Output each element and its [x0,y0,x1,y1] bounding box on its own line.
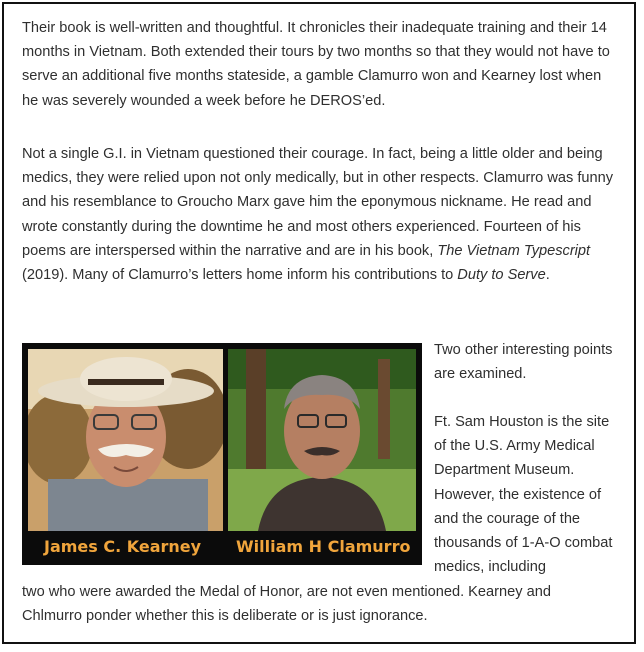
paragraph-medal-line-1: two who were awarded the Medal of Honor, are not even mentioned. Kearney and [22,584,551,600]
side-paragraph-points: Two other interesting points are examined. [434,342,613,383]
caption-clamurro: William H Clamurro [236,537,411,556]
paragraph-courage-text: Not a single G.I. in Vietnam questioned their courage. In fact, being a little older and being medics, they were relied upon not only medically, but in other respects. Clamurro was funny and his resemblance to Groucho Marx gave him the eponymous nickname. He read and wrote constantly during the downtime he and most others experienced. Fourteen of his poems are interspersed within the narrative and are in his book, [22,146,614,259]
caption-kearney: James C. Kearney [44,537,202,556]
portrait-kearney [28,349,223,531]
paragraph-courage [22,142,618,287]
side-paragraph-museum: Ft. Sam Houston is the site of the U.S. Army Medical Department Museum. However, the existence of and the courage of the thousands of 1-A-O combat medics, including [434,414,613,576]
paragraph-book-review: Their book is well-written and thoughtful. It chronicles their inadequate training and their 14 months in Vietnam. Both extended their tours by two months so that they would not have to serve an additional five months stateside, a gamble Clamurro won and Kearney lost when he was severely wounded a week before he DEROS’ed. [22,20,610,109]
portrait-clamurro [228,349,416,531]
book-title-duty-to-serve: Duty to Serve [457,267,546,284]
book-title-typescript: The Vietnam Typescript [437,242,591,259]
paragraph-courage-text-2: (2019). Many of Clamurro’s letters home inform his contributions to [22,267,458,284]
paragraph-medal-line-2: Chlmurro ponder whether this is deliberate or is just ignorance. [22,608,428,625]
paragraph-courage-end: . [545,267,550,284]
paragraph-medal-of-honor [22,580,618,628]
author-photos [22,343,422,565]
